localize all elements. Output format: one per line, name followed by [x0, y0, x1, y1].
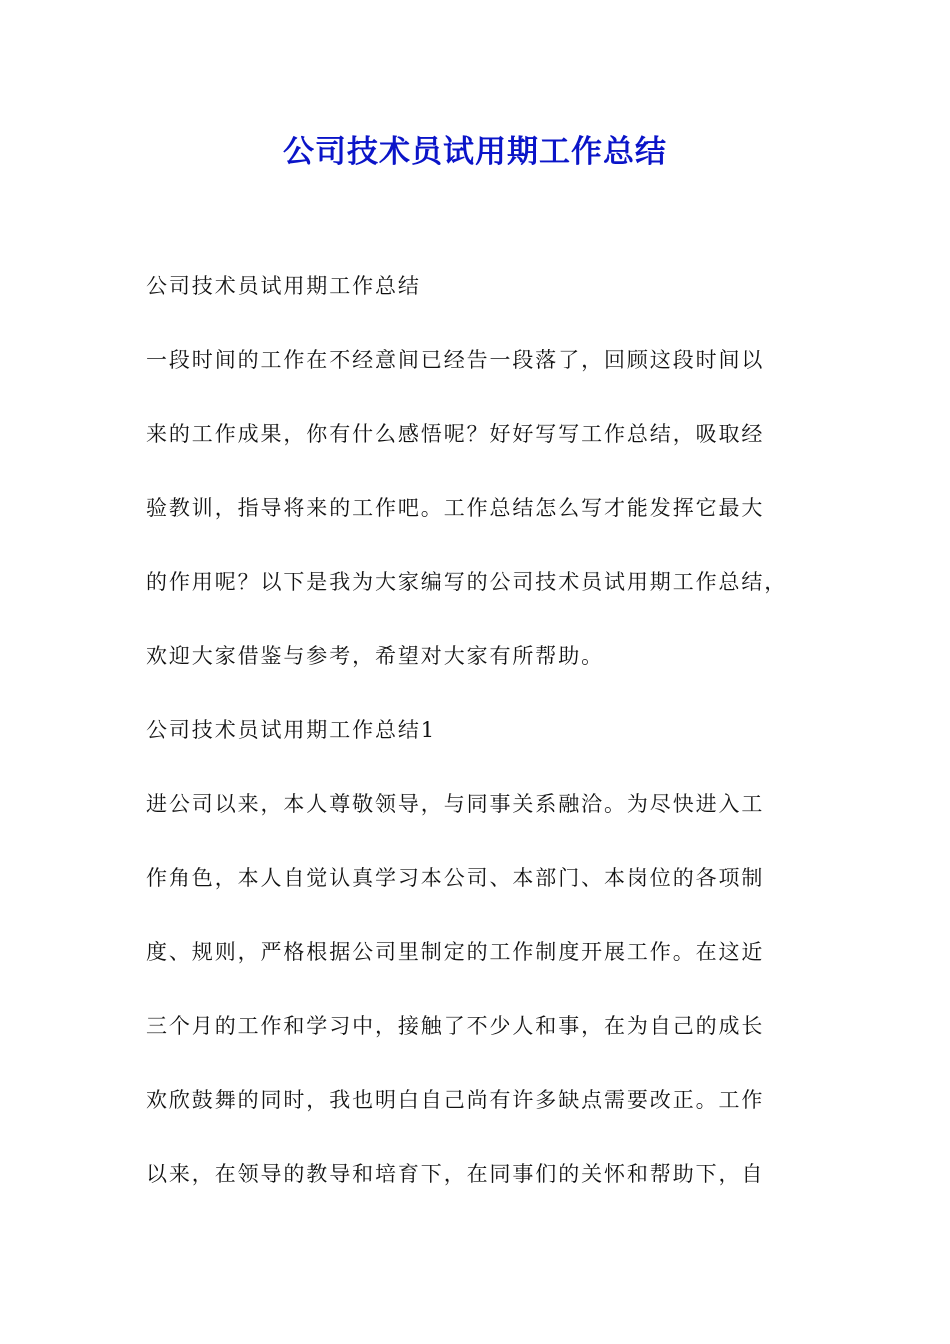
- text-line: 来的工作成果，你有什么感悟呢？好好写写工作总结，吸取经: [146, 422, 765, 446]
- text-line: 验教训，指导将来的工作吧。工作总结怎么写才能发挥它最大: [146, 496, 765, 520]
- text-line: 一段时间的工作在不经意间已经告一段落了，回顾这段时间以: [146, 348, 765, 372]
- text-line: 以来，在领导的教导和培育下，在同事们的关怀和帮助下，自: [146, 1162, 765, 1186]
- document-title: 公司技术员试用期工作总结: [283, 134, 667, 170]
- document-body: [146, 266, 806, 1228]
- text-line: 欢欣鼓舞的同时，我也明白自己尚有许多缺点需要改正。工作: [146, 1088, 765, 1112]
- text-line: 进公司以来，本人尊敬领导，与同事关系融洽。为尽快进入工: [146, 792, 765, 816]
- text-line: 公司技术员试用期工作总结: [146, 274, 421, 298]
- text-line: 作角色，本人自觉认真学习本公司、本部门、本岗位的各项制: [146, 866, 765, 890]
- text-line: 欢迎大家借鉴与参考，希望对大家有所帮助。: [146, 644, 604, 668]
- section-heading: 公司技术员试用期工作总结1: [146, 718, 437, 742]
- text-line: 三个月的工作和学习中，接触了不少人和事，在为自己的成长: [146, 1014, 765, 1038]
- text-line: 的作用呢？以下是我为大家编写的公司技术员试用期工作总结，: [146, 570, 788, 594]
- text-line: 度、规则，严格根据公司里制定的工作制度开展工作。在这近: [146, 940, 765, 964]
